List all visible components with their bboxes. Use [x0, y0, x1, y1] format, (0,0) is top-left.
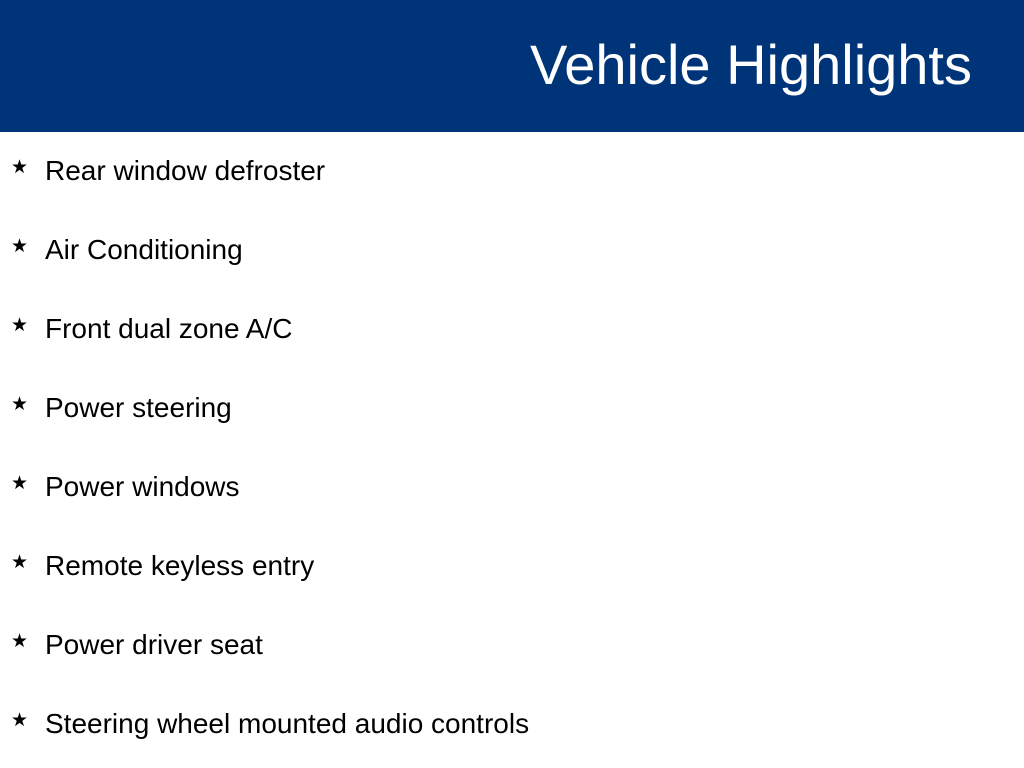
list-item-label: Air Conditioning	[45, 234, 243, 265]
star-icon: ★	[11, 235, 29, 257]
list-item-label: Rear window defroster	[45, 155, 326, 186]
list-item-label: Remote keyless entry	[45, 550, 315, 581]
list-item-label: Steering wheel mounted audio controls	[45, 708, 530, 739]
list-item	[0, 707, 700, 747]
star-icon: ★	[11, 393, 29, 415]
list-item	[0, 233, 700, 273]
list-item	[0, 470, 700, 510]
list-item-label: Front dual zone A/C	[45, 313, 293, 344]
star-icon: ★	[11, 156, 29, 178]
star-icon: ★	[11, 472, 29, 494]
list-item-label: Power steering	[45, 392, 232, 423]
page-title: Vehicle Highlights	[529, 33, 972, 96]
star-icon: ★	[11, 630, 29, 652]
star-icon: ★	[11, 551, 29, 573]
list-item	[0, 312, 700, 352]
star-icon: ★	[11, 709, 29, 731]
list-item	[0, 549, 700, 589]
star-icon: ★	[11, 314, 29, 336]
list-item	[0, 628, 700, 668]
list-item	[0, 391, 700, 431]
list-item-label: Power windows	[45, 471, 240, 502]
list-item-label: Power driver seat	[45, 629, 263, 660]
list-item	[0, 154, 700, 194]
title-banner	[0, 0, 1024, 132]
